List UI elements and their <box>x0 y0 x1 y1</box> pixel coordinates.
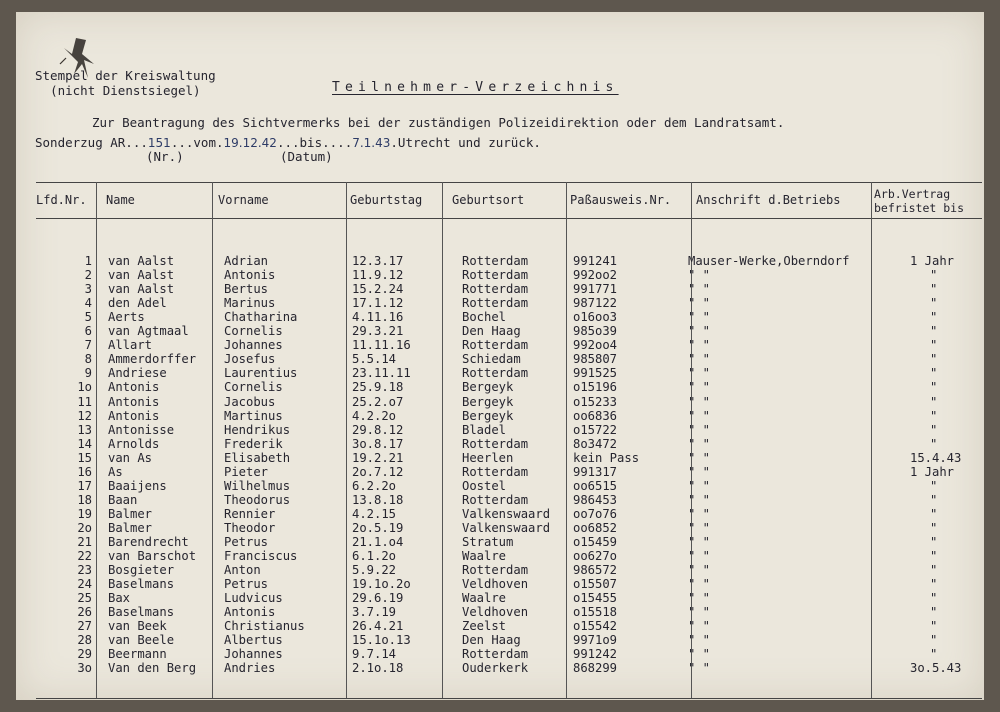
row-number: 6 <box>84 324 92 339</box>
row-arb-vertrag: " <box>930 394 938 409</box>
row-vorname: Frederik <box>224 436 283 451</box>
row-geburtsort: Oostel <box>462 478 507 493</box>
row-geburtsort: Veldhoven <box>462 577 529 592</box>
row-arb-vertrag: " <box>930 563 938 578</box>
row-geburtsort: Bergeyk <box>462 408 514 423</box>
row-geburtstag: 23.11.11 <box>352 366 411 381</box>
table-row <box>36 282 982 296</box>
row-pass-nr: o15722 <box>573 422 618 437</box>
row-name: Antonisse <box>108 422 175 437</box>
header-name: Name <box>106 193 135 207</box>
row-name: van Aalst <box>108 282 175 297</box>
row-geburtsort: Rotterdam <box>462 492 529 507</box>
row-vorname: Christianus <box>224 619 305 634</box>
row-geburtstag: 15.2.24 <box>352 282 404 297</box>
row-arb-vertrag: " <box>930 366 938 381</box>
sonderzug-number: 151 <box>147 136 171 150</box>
row-geburtstag: 19.1o.2o <box>352 577 411 592</box>
date-from: 19.12.42 <box>223 136 277 150</box>
row-number: 12 <box>77 408 92 423</box>
table-row <box>36 437 982 451</box>
row-vorname: Marinus <box>224 296 276 311</box>
row-arb-vertrag: " <box>930 282 938 297</box>
table-row <box>36 451 982 465</box>
row-pass-nr: 868299 <box>573 661 618 676</box>
row-vorname: Albertus <box>224 633 283 648</box>
row-name: van Barschot <box>108 549 197 564</box>
row-geburtsort: Bochel <box>462 310 507 325</box>
table-row <box>36 423 982 437</box>
row-geburtsort: Heerlen <box>462 450 514 465</box>
row-number: 14 <box>77 436 92 451</box>
row-arb-vertrag: " <box>930 506 938 521</box>
row-vorname: Jacobus <box>224 394 276 409</box>
row-geburtsort: Bladel <box>462 422 507 437</box>
row-pass-nr: 991317 <box>573 464 618 479</box>
row-arb-vertrag: " <box>930 268 938 283</box>
stamp-label-line1: Stempel der Kreiswaltung <box>35 68 216 83</box>
row-pass-nr: 985o39 <box>573 324 618 339</box>
table-row <box>36 577 982 591</box>
row-arb-vertrag: " <box>930 647 938 662</box>
sonderzug-line: Sonderzug AR...151...vom.19.12.42...bis....7.1.43.Utrecht und zurück. <box>35 135 541 150</box>
header-lfd-nr: Lfd.Nr. <box>36 193 87 207</box>
row-anschrift: " " <box>688 478 711 493</box>
sonderzug-bis: .bis. <box>292 135 330 150</box>
row-pass-nr: o15507 <box>573 577 618 592</box>
stamp-label-line2: (nicht Dienstsiegel) <box>50 83 201 98</box>
row-anschrift: " " <box>688 450 711 465</box>
row-number: 13 <box>77 422 92 437</box>
row-anschrift: " " <box>688 282 711 297</box>
row-geburtstag: 11.9.12 <box>352 268 404 283</box>
row-vorname: Rennier <box>224 506 276 521</box>
row-name: Antonis <box>108 380 160 395</box>
row-pass-nr: 985807 <box>573 352 618 367</box>
row-vorname: Franciscus <box>224 549 298 564</box>
document-sheet <box>16 12 984 700</box>
row-number: 5 <box>84 310 92 325</box>
row-anschrift: " " <box>688 619 711 634</box>
row-name: Allart <box>108 338 153 353</box>
row-anschrift: " " <box>688 366 711 381</box>
row-number: 19 <box>77 506 92 521</box>
row-geburtstag: 21.1.o4 <box>352 535 404 549</box>
row-geburtstag: 5.9.22 <box>352 563 397 578</box>
row-arb-vertrag: " <box>930 380 938 395</box>
table-row <box>36 338 982 352</box>
sonderzug-prefix: Sonderzug AR. <box>35 135 133 150</box>
row-anschrift: " " <box>688 535 711 549</box>
row-geburtstag: 29.3.21 <box>352 324 404 339</box>
row-name: Antonis <box>108 394 160 409</box>
row-geburtsort: Veldhoven <box>462 605 529 620</box>
row-geburtstag: 25.2.o7 <box>352 394 404 409</box>
row-geburtsort: Ouderkerk <box>462 661 529 676</box>
table-row <box>36 549 982 563</box>
row-anschrift: " " <box>688 647 711 662</box>
row-pass-nr: 992oo4 <box>573 338 618 353</box>
table-row <box>36 521 982 535</box>
row-geburtstag: 3o.8.17 <box>352 436 404 451</box>
row-name: van Agtmaal <box>108 324 189 339</box>
row-anschrift: " " <box>688 661 711 676</box>
row-pass-nr: o16oo3 <box>573 310 618 325</box>
row-name: van Beek <box>108 619 167 634</box>
header-geburtsort: Geburtsort <box>452 193 525 207</box>
row-geburtsort: Rotterdam <box>462 282 529 297</box>
row-geburtstag: 9.7.14 <box>352 647 397 662</box>
row-anschrift: " " <box>688 464 711 479</box>
row-geburtstag: 11.11.16 <box>352 338 411 353</box>
row-vorname: Anton <box>224 563 261 578</box>
table-row <box>36 647 982 661</box>
row-arb-vertrag: " <box>930 605 938 620</box>
row-anschrift: " " <box>688 394 711 409</box>
row-pass-nr: o15459 <box>573 535 618 549</box>
row-pass-nr: o15455 <box>573 591 618 606</box>
row-pass-nr: oo6836 <box>573 408 618 423</box>
row-geburtstag: 6.1.2o <box>352 549 397 564</box>
sub-label-nr: (Nr.) <box>146 149 184 164</box>
row-name: Andriese <box>108 366 167 381</box>
row-geburtstag: 29.6.19 <box>352 591 404 606</box>
row-vorname: Josefus <box>224 352 276 367</box>
row-geburtstag: 2.1o.18 <box>352 661 404 676</box>
row-name: Baselmans <box>108 577 175 592</box>
row-anschrift: " " <box>688 352 711 367</box>
row-arb-vertrag: 1 Jahr <box>910 254 955 268</box>
row-vorname: Cornelis <box>224 324 283 339</box>
row-geburtstag: 29.8.12 <box>352 422 404 437</box>
row-arb-vertrag: " <box>930 338 938 353</box>
row-geburtsort: Bergeyk <box>462 380 514 395</box>
row-pass-nr: 992oo2 <box>573 268 618 283</box>
row-name: Baaijens <box>108 478 167 493</box>
row-arb-vertrag: " <box>930 577 938 592</box>
row-number: 3 <box>84 282 92 297</box>
row-pass-nr: 987122 <box>573 296 618 311</box>
row-vorname: Theodor <box>224 520 276 535</box>
row-geburtstag: 13.8.18 <box>352 492 404 507</box>
row-number: 26 <box>77 605 92 620</box>
row-number: 2 <box>84 268 92 283</box>
date-to: 7.1.43 <box>352 136 391 150</box>
row-number: 1o <box>77 380 92 395</box>
row-anschrift: " " <box>688 296 711 311</box>
row-vorname: Adrian <box>224 254 269 268</box>
row-number: 2o <box>77 520 92 535</box>
row-arb-vertrag: " <box>930 422 938 437</box>
row-pass-nr: 991242 <box>573 647 618 662</box>
header-geburtstag: Geburtstag <box>350 193 423 207</box>
row-geburtsort: Schiedam <box>462 352 521 367</box>
row-arb-vertrag: " <box>930 352 938 367</box>
row-number: 18 <box>77 492 92 507</box>
participant-table <box>36 182 982 700</box>
table-row <box>36 619 982 633</box>
row-geburtsort: Waalre <box>462 549 507 564</box>
row-geburtstag: 4.2.15 <box>352 506 397 521</box>
row-arb-vertrag: " <box>930 535 938 549</box>
row-geburtsort: Valkenswaard <box>462 506 551 521</box>
row-number: 9 <box>84 366 92 381</box>
row-number: 15 <box>77 450 92 465</box>
table-row <box>36 395 982 409</box>
row-arb-vertrag: " <box>930 408 938 423</box>
row-geburtsort: Den Haag <box>462 324 521 339</box>
row-anschrift: " " <box>688 492 711 507</box>
table-row <box>36 296 982 310</box>
row-number: 29 <box>77 647 92 662</box>
row-anschrift: Mauser-Werke,Oberndorf <box>688 254 850 268</box>
header-pass: Paßausweis.Nr. <box>570 193 672 207</box>
row-geburtstag: 3.7.19 <box>352 605 397 620</box>
table-row <box>36 633 982 647</box>
row-number: 4 <box>84 296 92 311</box>
row-pass-nr: oo627o <box>573 549 618 564</box>
row-geburtstag: 6.2.2o <box>352 478 397 493</box>
row-arb-vertrag: " <box>930 436 938 451</box>
row-geburtsort: Rotterdam <box>462 366 529 381</box>
row-geburtsort: Rotterdam <box>462 296 529 311</box>
row-pass-nr: oo7o76 <box>573 506 618 521</box>
row-geburtsort: Rotterdam <box>462 563 529 578</box>
table-row <box>36 465 982 479</box>
row-vorname: Laurentius <box>224 366 298 381</box>
row-number: 3o <box>77 661 92 676</box>
header-vorname: Vorname <box>218 193 269 207</box>
row-name: Ammerdorffer <box>108 352 197 367</box>
row-name: Aerts <box>108 310 145 325</box>
row-vorname: Petrus <box>224 535 269 549</box>
table-header-rule <box>36 218 982 219</box>
table-row <box>36 366 982 380</box>
row-vorname: Hendrikus <box>224 422 291 437</box>
table-row <box>36 254 982 268</box>
table-row <box>36 380 982 394</box>
row-anschrift: " " <box>688 338 711 353</box>
row-arb-vertrag: " <box>930 296 938 311</box>
row-number: 7 <box>84 338 92 353</box>
row-pass-nr: o15542 <box>573 619 618 634</box>
row-name: Antonis <box>108 408 160 423</box>
row-name: den Adel <box>108 296 167 311</box>
row-arb-vertrag: " <box>930 633 938 648</box>
row-name: van Aalst <box>108 268 175 283</box>
row-vorname: Antonis <box>224 268 276 283</box>
row-pass-nr: 991525 <box>573 366 618 381</box>
sub-label-datum: (Datum) <box>280 149 333 164</box>
row-pass-nr: o15196 <box>573 380 618 395</box>
row-arb-vertrag: " <box>930 549 938 564</box>
row-vorname: Andries <box>224 661 276 676</box>
row-number: 24 <box>77 577 92 592</box>
row-number: 28 <box>77 633 92 648</box>
row-name: Barendrecht <box>108 535 189 549</box>
row-vorname: Petrus <box>224 577 269 592</box>
row-anschrift: " " <box>688 310 711 325</box>
row-name: Balmer <box>108 506 153 521</box>
table-row <box>36 661 982 675</box>
row-pass-nr: 991241 <box>573 254 618 268</box>
row-name: Bax <box>108 591 131 606</box>
table-top-rule <box>36 182 982 183</box>
row-geburtsort: Zeelst <box>462 619 507 634</box>
row-vorname: Ludvicus <box>224 591 283 606</box>
table-row <box>36 268 982 282</box>
row-geburtsort: Valkenswaard <box>462 520 551 535</box>
row-vorname: Wilhelmus <box>224 478 291 493</box>
row-number: 22 <box>77 549 92 564</box>
row-name: Balmer <box>108 520 153 535</box>
row-anschrift: " " <box>688 268 711 283</box>
row-anschrift: " " <box>688 605 711 620</box>
row-name: Baan <box>108 492 138 507</box>
row-geburtsort: Rotterdam <box>462 464 529 479</box>
row-number: 11 <box>77 394 92 409</box>
row-number: 21 <box>77 535 92 549</box>
row-number: 25 <box>77 591 92 606</box>
table-row <box>36 535 982 549</box>
row-pass-nr: o15233 <box>573 394 618 409</box>
row-geburtsort: Rotterdam <box>462 268 529 283</box>
table-row <box>36 591 982 605</box>
table-row <box>36 352 982 366</box>
row-geburtsort: Stratum <box>462 535 514 549</box>
row-arb-vertrag: " <box>930 324 938 339</box>
row-arb-vertrag: 1 Jahr <box>910 464 955 479</box>
row-vorname: Theodorus <box>224 492 291 507</box>
row-geburtstag: 5.5.14 <box>352 352 397 367</box>
sonderzug-suffix: .Utrecht und zurück. <box>390 135 541 150</box>
row-arb-vertrag: " <box>930 520 938 535</box>
header-arb-line2: befristet bis <box>874 201 965 215</box>
table-bottom-rule <box>36 698 982 699</box>
header-arb-line1: Arb.Vertrag <box>874 187 951 201</box>
row-vorname: Antonis <box>224 605 276 620</box>
row-pass-nr: 986453 <box>573 492 618 507</box>
row-arb-vertrag: 15.4.43 <box>910 450 962 465</box>
row-anschrift: " " <box>688 577 711 592</box>
row-geburtsort: Rotterdam <box>462 338 529 353</box>
row-anschrift: " " <box>688 422 711 437</box>
row-geburtstag: 12.3.17 <box>352 254 404 268</box>
row-arb-vertrag: " <box>930 619 938 634</box>
row-pass-nr: kein Pass <box>573 450 640 465</box>
row-vorname: Bertus <box>224 282 269 297</box>
row-number: 27 <box>77 619 92 634</box>
header-anschrift: Anschrift d.Betriebs <box>696 193 841 207</box>
row-pass-nr: 8o3472 <box>573 436 618 451</box>
row-vorname: Pieter <box>224 464 269 479</box>
row-geburtstag: 26.4.21 <box>352 619 404 634</box>
row-arb-vertrag: " <box>930 591 938 606</box>
row-geburtsort: Waalre <box>462 591 507 606</box>
row-anschrift: " " <box>688 506 711 521</box>
row-pass-nr: 986572 <box>573 563 618 578</box>
row-name: Arnolds <box>108 436 160 451</box>
row-name: Beermann <box>108 647 167 662</box>
row-pass-nr: oo6852 <box>573 520 618 535</box>
row-arb-vertrag: " <box>930 492 938 507</box>
row-geburtsort: Rotterdam <box>462 647 529 662</box>
table-row <box>36 507 982 521</box>
row-geburtsort: Den Haag <box>462 633 521 648</box>
row-pass-nr: 991771 <box>573 282 618 297</box>
row-name: Bosgieter <box>108 563 175 578</box>
row-geburtstag: 17.1.12 <box>352 296 404 311</box>
row-geburtstag: 2o.5.19 <box>352 520 404 535</box>
row-name: Baselmans <box>108 605 175 620</box>
row-name: van Beele <box>108 633 175 648</box>
row-pass-nr: 9971o9 <box>573 633 618 648</box>
row-vorname: Johannes <box>224 338 283 353</box>
row-number: 16 <box>77 464 92 479</box>
row-name: van Aalst <box>108 254 175 268</box>
row-anschrift: " " <box>688 591 711 606</box>
row-geburtstag: 2o.7.12 <box>352 464 404 479</box>
row-anschrift: " " <box>688 408 711 423</box>
row-number: 8 <box>84 352 92 367</box>
row-name: As <box>108 464 123 479</box>
row-vorname: Johannes <box>224 647 283 662</box>
row-anschrift: " " <box>688 324 711 339</box>
row-geburtstag: 25.9.18 <box>352 380 404 395</box>
document-title: Teilnehmer-Verzeichnis <box>332 80 619 95</box>
row-name: van As <box>108 450 153 465</box>
row-vorname: Chatharina <box>224 310 298 325</box>
row-vorname: Martinus <box>224 408 283 423</box>
row-vorname: Elisabeth <box>224 450 291 465</box>
row-anschrift: " " <box>688 380 711 395</box>
row-name: Van den Berg <box>108 661 197 676</box>
table-row <box>36 493 982 507</box>
row-vorname: Cornelis <box>224 380 283 395</box>
row-geburtsort: Rotterdam <box>462 254 529 268</box>
row-number: 1 <box>84 254 92 268</box>
row-pass-nr: oo6515 <box>573 478 618 493</box>
row-anschrift: " " <box>688 549 711 564</box>
row-pass-nr: o15518 <box>573 605 618 620</box>
table-row <box>36 324 982 338</box>
row-anschrift: " " <box>688 633 711 648</box>
row-geburtstag: 19.2.21 <box>352 450 404 465</box>
table-row <box>36 409 982 423</box>
row-number: 23 <box>77 563 92 578</box>
row-geburtstag: 15.1o.13 <box>352 633 411 648</box>
row-geburtstag: 4.11.16 <box>352 310 404 325</box>
row-anschrift: " " <box>688 436 711 451</box>
table-row <box>36 605 982 619</box>
row-arb-vertrag: " <box>930 310 938 325</box>
sonderzug-vom: ...vom. <box>170 135 224 150</box>
row-number: 17 <box>77 478 92 493</box>
row-geburtsort: Bergeyk <box>462 394 514 409</box>
row-arb-vertrag: 3o.5.43 <box>910 661 962 676</box>
purpose-line: Zur Beantragung des Sichtvermerks bei der zuständigen Polizeidirektion oder dem Landratsamt. <box>92 115 785 130</box>
table-row <box>36 563 982 577</box>
row-geburtstag: 4.2.2o <box>352 408 397 423</box>
row-anschrift: " " <box>688 520 711 535</box>
row-arb-vertrag: " <box>930 478 938 493</box>
stamp-label <box>35 68 216 98</box>
table-row <box>36 479 982 493</box>
row-anschrift: " " <box>688 563 711 578</box>
row-geburtsort: Rotterdam <box>462 436 529 451</box>
table-row <box>36 310 982 324</box>
